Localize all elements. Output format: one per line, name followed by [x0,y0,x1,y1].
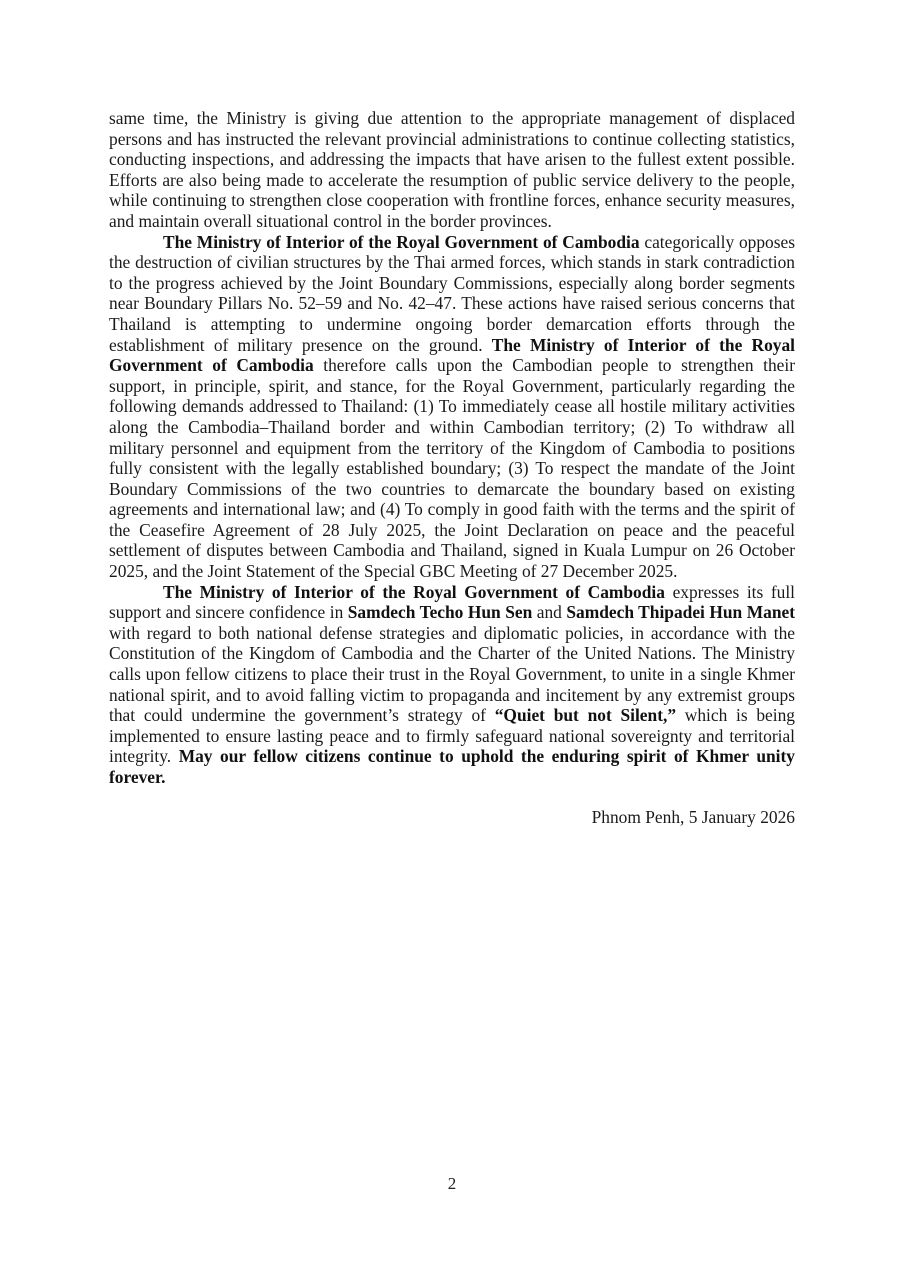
strategy-name-bold: “Quiet but not Silent,” [494,705,677,726]
paragraph-text: therefore calls upon the Cambodian people to strengthen their support, in principle, spirit, and stance, for the Royal Government, particularly regarding the following demands addressed to Thailand: (1) To immediately cease all hostile military activities along the Cambodia–Thailand border and within Cambodian territory; (2) To withdraw all military personnel and equipment from the territory of the Kingdom of Cambodia to positions fully consistent with the legally established boundary; (3) To respect the mandate of the Joint Boundary Commissions of the two countries to demarcate the boundary based on existing agreements and international law; and (4) To comply in good faith with the terms and the spirit of the Ceasefire Agreement of 28 July 2025, the Joint Declaration on peace and the peaceful settlement of disputes between Cambodia and Thailand, signed in Kuala Lumpur on 26 October 2025, and the Joint Statement of the Special GBC Meeting of 27 December 2025. [109,355,795,582]
ministry-name-bold: The Ministry of Interior of the Royal Government of Cambodia [109,334,796,376]
place-and-date: Phnom Penh, 5 January 2026 [591,806,795,827]
page-number: 2 [447,1174,457,1193]
closing-appeal-bold: May our fellow citizens continue to uphold the enduring spirit of Khmer unity forever. [109,746,795,787]
paragraph-support-statement [109,582,795,788]
paragraph-text: categorically opposes the destruction of civilian structures by the Thai armed forces, which stands in stark contradiction to the progress achieved by the Joint Boundary Commissions, especially along border segments near Boundary Pillars No. 52–59 and No. 42–47. These actions have raised serious concerns that Thailand is attempting to undermine ongoing border demarcation efforts through the establishment of military presence on the ground. [109,231,795,355]
document-page [109,108,795,827]
paragraph-text: expresses its full support and sincere confidence in [109,581,796,623]
person-name-bold: Samdech Techo Hun Sen [347,602,533,623]
ministry-name-bold: The Ministry of Interior of the Royal Government of Cambodia [163,231,640,252]
paragraph-text: which is being implemented to ensure lasting peace and to firmly safeguard national sovereignty and territorial integrity. [109,705,795,767]
paragraph-opposition-and-demands [109,232,795,582]
paragraph-text: with regard to both national defense strategies and diplomatic policies, in accordance with the Constitution of the Kingdom of Cambodia and the Charter of the United Nations. The Ministry calls upon fellow citizens to place their trust in the Royal Government, to unite in a single Khmer national spirit, and to avoid falling victim to propaganda and incitement by any extremist groups that could undermine the government’s strategy of [109,622,795,726]
paragraph-text: and [532,602,567,623]
person-name-bold: Samdech Thipadei Hun Manet [566,602,796,623]
ministry-name-bold: The Ministry of Interior of the Royal Government of Cambodia [163,581,665,602]
paragraph-displaced-persons: same time, the Ministry is giving due attention to the appropriate management of displaced persons and has instructed the relevant provincial administrations to continue collecting statistics, conducting inspections, and addressing the impacts that have arisen to the fullest extent possible. Efforts are also being made to accelerate the resumption of public service delivery to the people, while continuing to strengthen close cooperation with frontline forces, enhance security measures, and maintain overall situational control in the border provinces. [109,108,795,231]
